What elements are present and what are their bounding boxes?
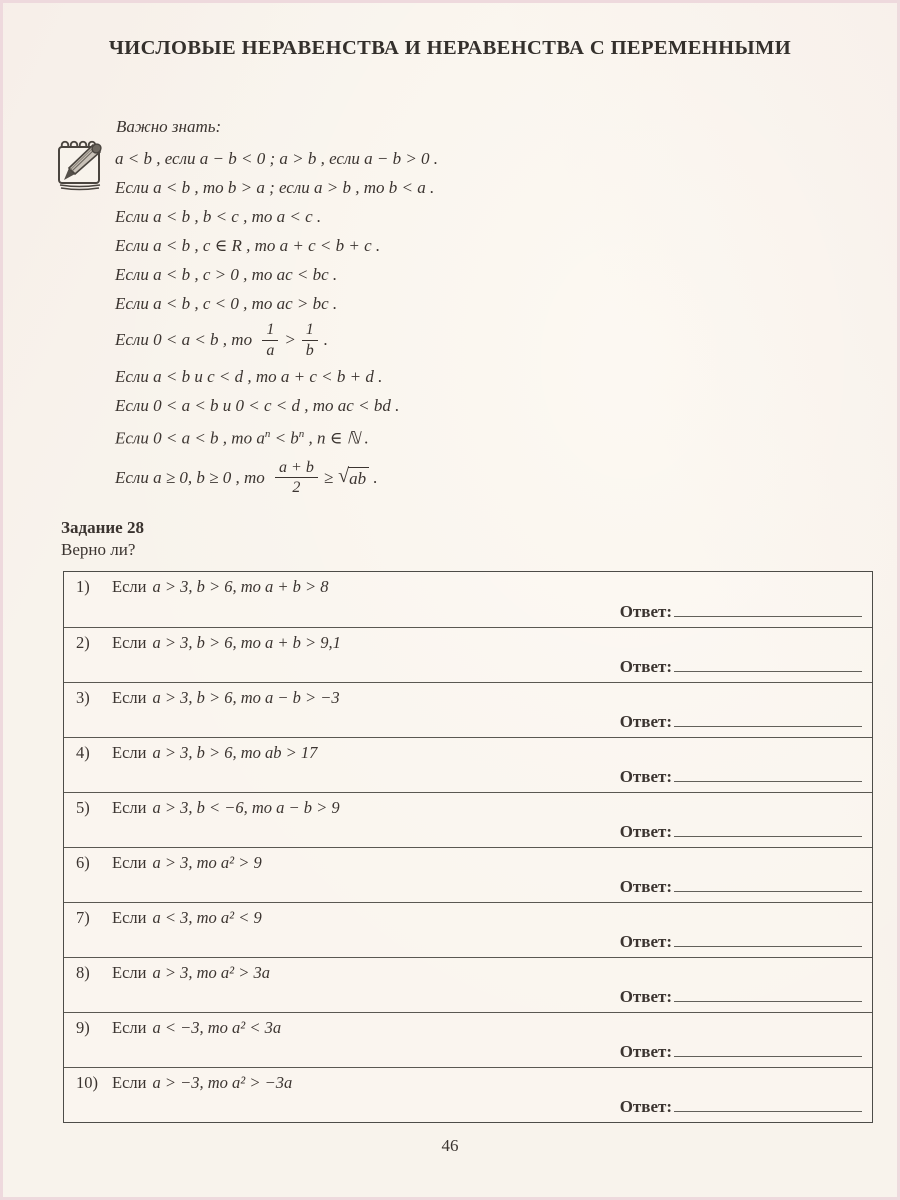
answer-label: Ответ: xyxy=(619,1041,672,1061)
fraction: $\frac{a + b}{2}$ xyxy=(275,459,318,497)
item-statement: a > 3, то a² > 9 xyxy=(152,852,262,872)
rule-mul-inequalities: Если 0 < a < b и 0 < c < d , то ac < bd . xyxy=(115,396,400,415)
answer-blank xyxy=(674,602,862,617)
item-number: 7) xyxy=(76,907,90,927)
answer-label: Ответ: xyxy=(619,876,672,896)
know-heading: Важно знать: xyxy=(116,117,222,136)
answer-blank xyxy=(674,932,862,947)
if-word: Если xyxy=(112,687,147,707)
if-word: Если xyxy=(112,576,147,596)
fraction: $\frac{1}{a}$ xyxy=(262,321,278,359)
task-row-8 xyxy=(64,957,872,1012)
radical-sign: √ xyxy=(338,464,350,487)
if-word: Если xyxy=(112,907,147,927)
page-title: ЧИСЛОВЫЕ НЕРАВЕНСТВА И НЕРАВЕНСТВА С ПЕРЕМЕННЫМИ xyxy=(108,37,792,59)
item-number: 2) xyxy=(76,632,90,652)
task-row-3 xyxy=(64,682,872,737)
rule-add-inequalities: Если a < b и c < d , то a + c < b + d . xyxy=(115,367,383,386)
task-row-6 xyxy=(64,847,872,902)
if-word: Если xyxy=(112,1017,147,1037)
task-row-1 xyxy=(64,572,872,627)
item-statement: a < −3, то a² < 3a xyxy=(152,1017,282,1037)
rule-am-gm: Если a ≥ 0, b ≥ 0 , то $\frac{a + b}{2}$ ≥ √ ab . xyxy=(115,458,378,497)
answer-blank xyxy=(674,877,862,892)
answer-label: Ответ: xyxy=(619,711,672,731)
answer-label: Ответ: xyxy=(619,1096,672,1116)
task-row-10 xyxy=(64,1067,872,1122)
rules-list xyxy=(115,144,897,503)
item-statement: a > 3, b > 6, то a − b > −3 xyxy=(152,687,340,707)
item-statement: a > 3, b > 6, то a + b > 9,1 xyxy=(152,632,341,652)
item-statement: a > 3, b > 6, то a + b > 8 xyxy=(152,576,329,596)
if-word: Если xyxy=(112,742,147,762)
answer-blank xyxy=(674,712,862,727)
if-word: Если xyxy=(112,632,147,652)
if-word: Если xyxy=(112,962,147,982)
rule-powers: Если 0 < a < b , то $a^n < b^n$ , n ∈ ℕ . xyxy=(115,428,369,448)
fraction: $\frac{1}{b}$ xyxy=(302,321,318,359)
rule-mul-positive: Если a < b , c > 0 , то ac < bc . xyxy=(115,265,338,284)
rule-reciprocals: Если 0 < a < b , то $\frac{1}{a}$ > $\frac{1}{b}$ . xyxy=(115,321,329,359)
answer-blank xyxy=(674,657,862,672)
item-number: 1) xyxy=(76,576,90,596)
rule-mul-negative: Если a < b , c < 0 , то ac > bc . xyxy=(115,294,338,313)
if-word: Если xyxy=(112,1072,147,1092)
answer-label: Ответ: xyxy=(619,986,672,1006)
answer-label: Ответ: xyxy=(619,601,672,621)
item-number: 4) xyxy=(76,742,90,762)
answer-label: Ответ: xyxy=(619,931,672,951)
item-number: 3) xyxy=(76,687,90,707)
task-row-5 xyxy=(64,792,872,847)
if-word: Если xyxy=(112,852,147,872)
item-number: 9) xyxy=(76,1017,90,1037)
task-row-2 xyxy=(64,627,872,682)
workbook-page xyxy=(3,3,897,1197)
rule-definition: a < b , если a − b < 0 ; a > b , если a − b > 0 . xyxy=(115,149,439,168)
item-number: 8) xyxy=(76,962,90,982)
square-root: √ ab xyxy=(338,467,369,489)
item-number: 10) xyxy=(76,1072,98,1092)
answer-label: Ответ: xyxy=(619,656,672,676)
item-statement: a > 3, то a² > 3a xyxy=(152,962,270,982)
answer-label: Ответ: xyxy=(619,766,672,786)
item-number: 6) xyxy=(76,852,90,872)
task-row-9 xyxy=(64,1012,872,1067)
rule-transitivity: Если a < b , b < c , то a < c . xyxy=(115,207,322,226)
if-word: Если xyxy=(112,797,147,817)
rule-symmetry: Если a < b , то b > a ; если a > b , то b < a . xyxy=(115,178,435,197)
rule-add-constant: Если a < b , c ∈ R , то a + c < b + c . xyxy=(115,236,381,255)
notepad-pencil-icon xyxy=(49,132,113,196)
item-statement: a < 3, то a² < 9 xyxy=(152,907,262,927)
answer-blank xyxy=(674,1097,862,1112)
answer-blank xyxy=(674,767,862,782)
item-statement: a > 3, b < −6, то a − b > 9 xyxy=(152,797,340,817)
task-row-4 xyxy=(64,737,872,792)
answer-blank xyxy=(674,1042,862,1057)
task-label: Задание 28 xyxy=(61,517,144,537)
item-statement: a > −3, то a² > −3a xyxy=(152,1072,293,1092)
answer-label: Ответ: xyxy=(619,821,672,841)
task-table xyxy=(63,571,873,1123)
task-question: Верно ли? xyxy=(61,539,136,559)
page-number: 46 xyxy=(441,1135,459,1155)
item-statement: a > 3, b > 6, то ab > 17 xyxy=(152,742,318,762)
answer-blank xyxy=(674,987,862,1002)
task-row-7 xyxy=(64,902,872,957)
item-number: 5) xyxy=(76,797,90,817)
answer-blank xyxy=(674,822,862,837)
important-to-know-section xyxy=(3,116,897,503)
